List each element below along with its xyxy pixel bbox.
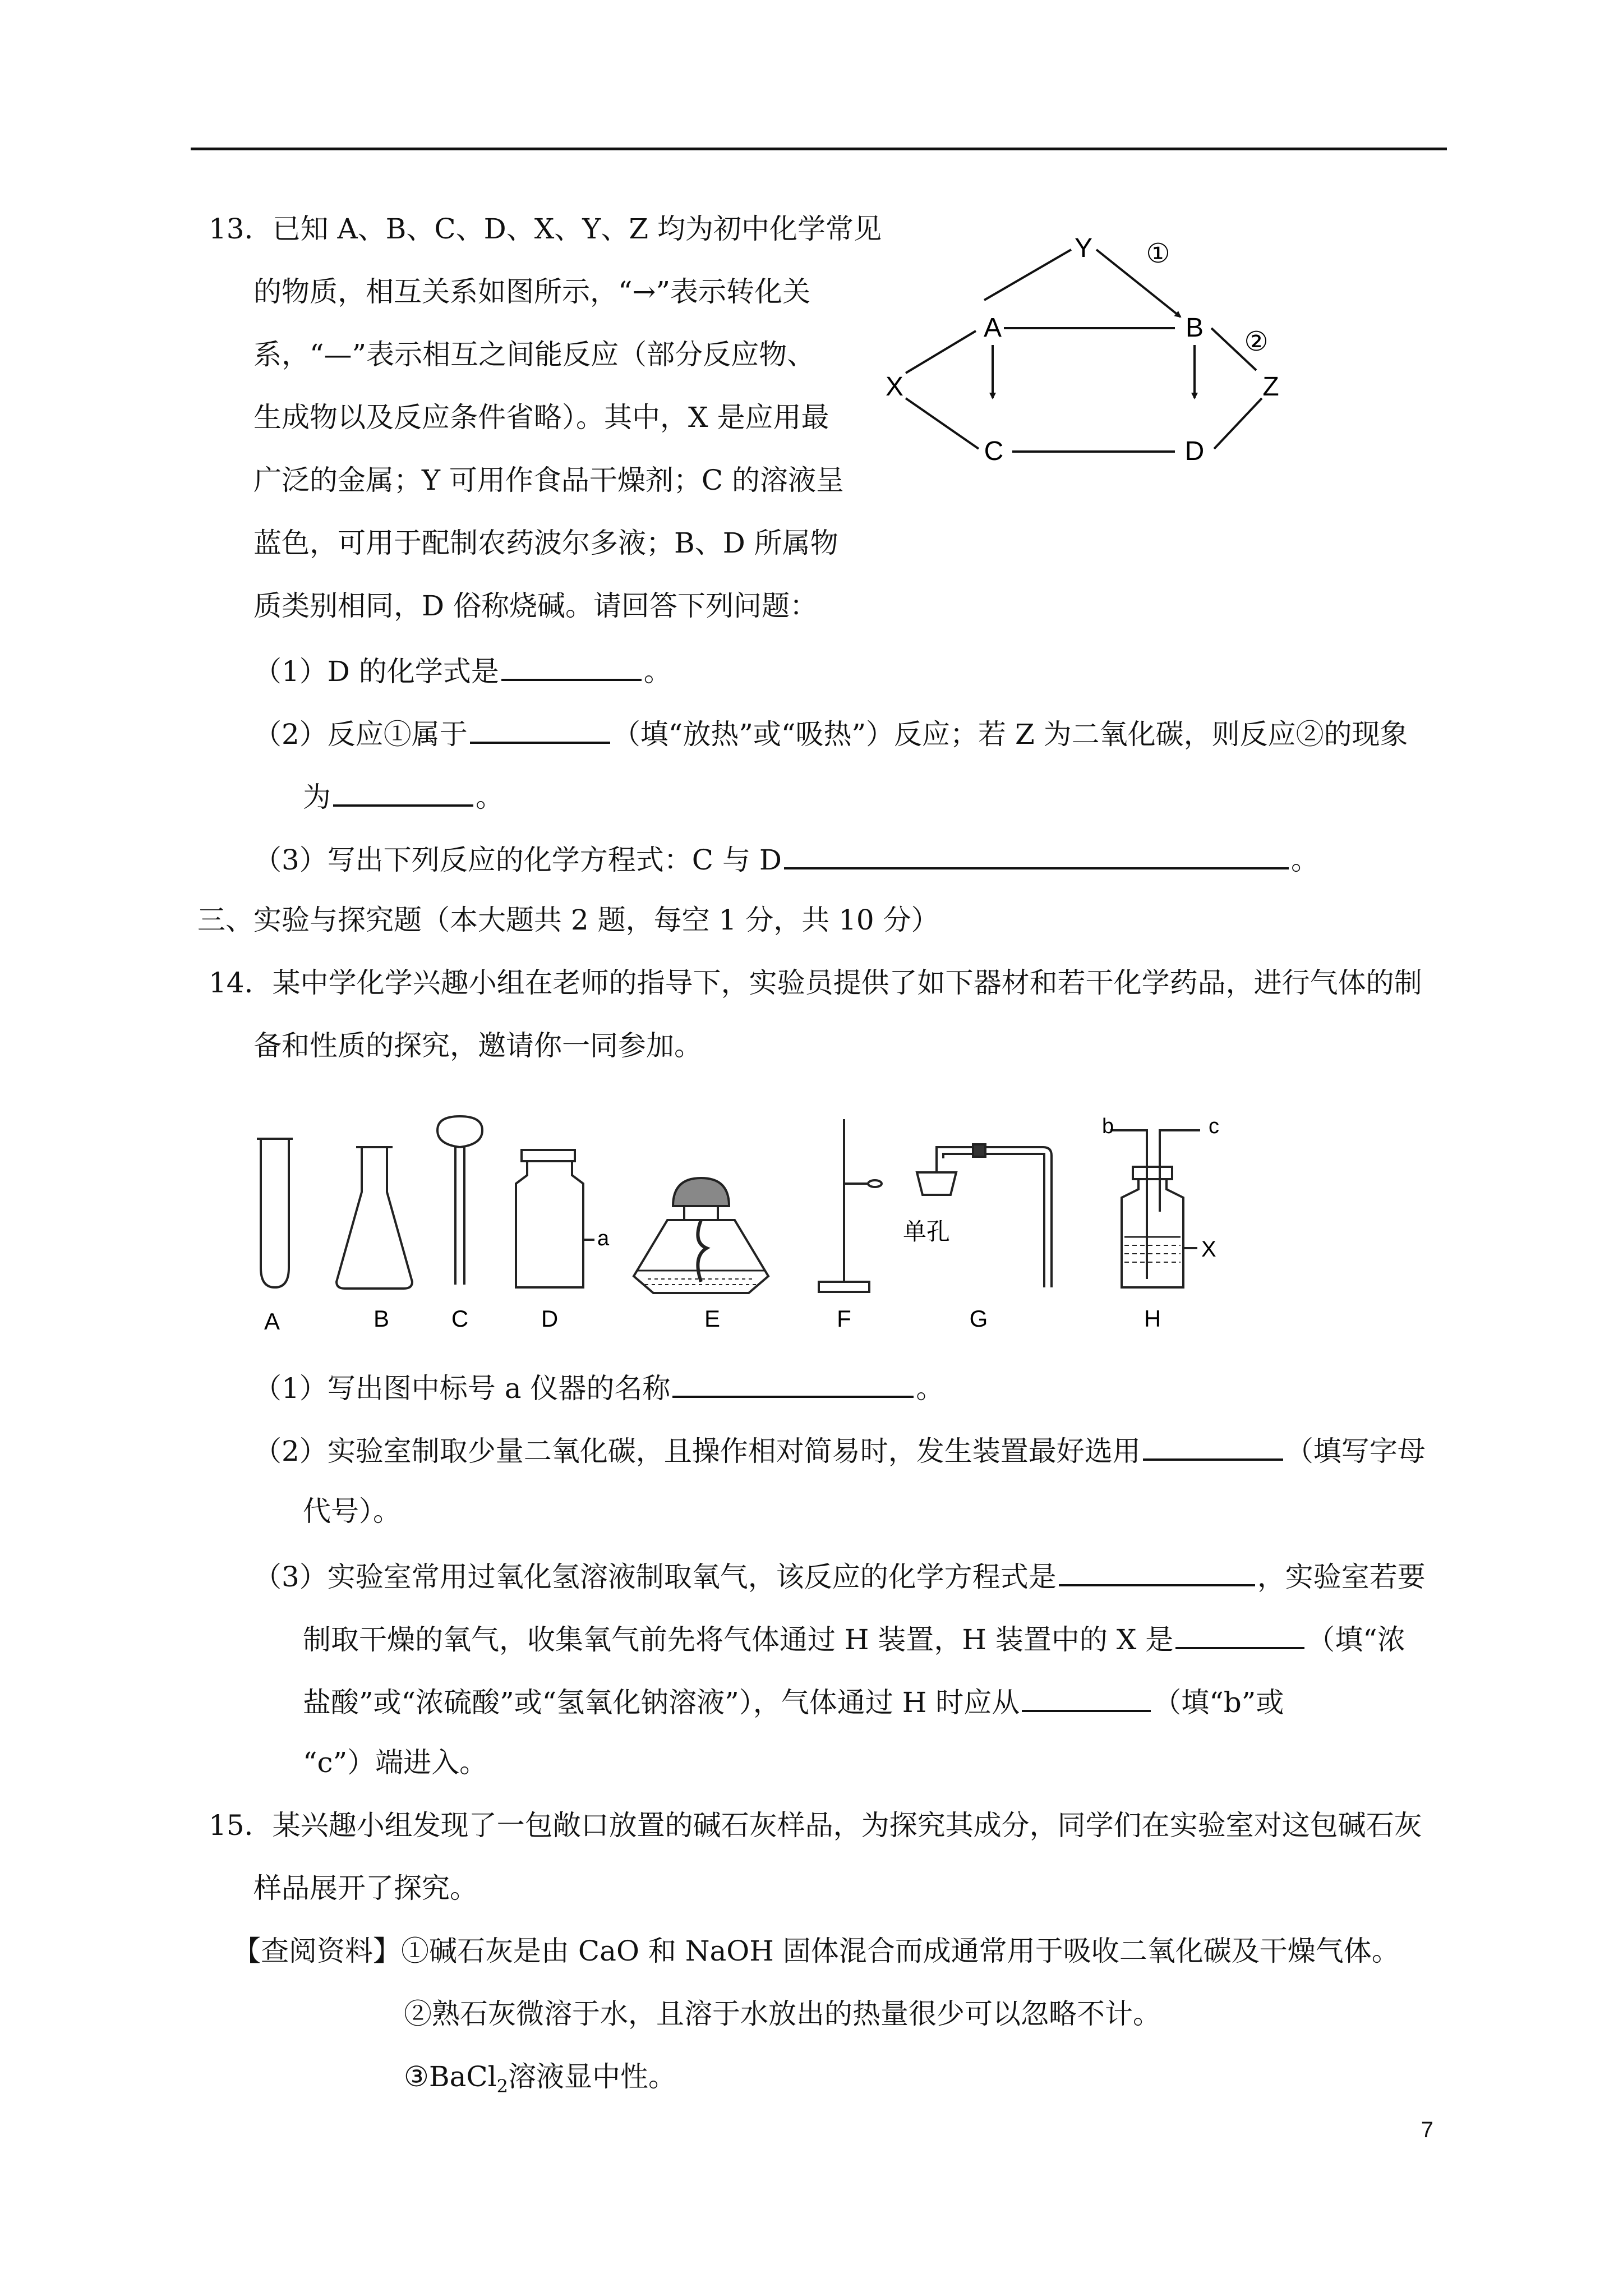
- q13-relation-diagram: [869, 224, 1295, 482]
- apparatus-label-f: F: [837, 1305, 851, 1332]
- page-number: 7: [1421, 2118, 1433, 2142]
- q13-sub2-end: 。: [476, 781, 504, 813]
- q13-sub2-blank-1[interactable]: [470, 715, 610, 744]
- q13-line-1: 13．已知 A、B、C、D、X、Y、Z 均为初中化学常见: [209, 213, 882, 245]
- q13-sub2-cont-text: 为: [303, 781, 331, 813]
- label-h-c: c: [1209, 1115, 1219, 1138]
- q14-sub3-end-3: （填“b”或: [1153, 1686, 1284, 1719]
- q13-sub1-text: （1）D 的化学式是: [253, 655, 499, 688]
- q15-info-1: [233, 1934, 1400, 1968]
- q14-sub3-line2: [303, 1620, 1405, 1657]
- q13-line-5: 广泛的金属；Y 可用作食品干燥剂；C 的溶液呈: [253, 464, 845, 496]
- q15-info-2: ②熟石灰微溶于水，且溶于水放出的热量很少可以忽略不计。: [404, 1998, 1161, 2030]
- edge-d-z: [1214, 398, 1262, 449]
- q14-sub3-text-3: 盐酸”或“浓硫酸”或“氢氧化钠溶液”），气体通过 H 时应从: [303, 1686, 1020, 1719]
- apparatus-label-h: H: [1144, 1305, 1161, 1332]
- edge-x-c: [906, 398, 979, 449]
- q14-sub3-end-1: ，实验室若要: [1257, 1561, 1426, 1593]
- node-c: C: [984, 436, 1004, 466]
- q13-sub2-cont: [303, 777, 504, 814]
- q14-sub2-blank[interactable]: [1143, 1432, 1283, 1461]
- funnel-c: [437, 1116, 482, 1285]
- label-h-b: b: [1102, 1115, 1114, 1138]
- q14-sub1-text: （1）写出图中标号 a 仪器的名称: [253, 1372, 671, 1405]
- q14-sub3-line1: [253, 1557, 1426, 1594]
- reaction-1-mark: ①: [1146, 239, 1170, 269]
- node-a: A: [983, 313, 1002, 343]
- node-y: Y: [1074, 233, 1093, 263]
- q13-line-3: 系，“—”表示相互之间能反应（部分反应物、: [253, 338, 815, 371]
- stopper-tube-g: [917, 1144, 1052, 1287]
- q14-sub3-blank-2[interactable]: [1175, 1620, 1304, 1649]
- q13-sub2-text: （2）反应①属于: [253, 718, 468, 751]
- q14-sub1-end: 。: [916, 1372, 944, 1405]
- q14-sub2-text: （2）实验室制取少量二氧化碳，且操作相对简易时，发生装置最好选用: [253, 1435, 1141, 1467]
- q14-sub3-end-2: （填“浓: [1307, 1623, 1405, 1656]
- q14-sub2-cont: 代号）。: [303, 1495, 401, 1527]
- label-a-pointer: a: [597, 1227, 610, 1250]
- q14-sub3-line4: “c”）端进入。: [303, 1746, 488, 1779]
- node-b: B: [1185, 313, 1204, 343]
- q13-line-6: 蓝色，可用于配制农药波尔多液；B、D 所属物: [253, 527, 838, 559]
- apparatus-label-a: A: [264, 1308, 280, 1335]
- test-tube-a: [257, 1139, 293, 1287]
- q13-line-4: 生成物以及反应条件省略）。其中，X 是应用最: [253, 401, 829, 434]
- q14-sub3-line3: [303, 1683, 1284, 1719]
- alcohol-lamp-e: [634, 1178, 768, 1293]
- q13-sub2: [253, 715, 1408, 751]
- q13-sub3-blank[interactable]: [784, 840, 1289, 869]
- edge-a-y: [984, 250, 1071, 300]
- apparatus-label-d: D: [541, 1305, 559, 1332]
- q14-sub3-blank-1[interactable]: [1059, 1557, 1255, 1586]
- q13-sub2-blank-2[interactable]: [333, 777, 473, 807]
- q13-line-7: 质类别相同，D 俗称烧碱。请回答下列问题：: [253, 590, 818, 622]
- q13-sub1: [253, 652, 672, 688]
- q13-sub3-text: （3）写出下列反应的化学方程式：C 与 D: [253, 844, 782, 876]
- q15-info-3-subscript: 2: [496, 2076, 508, 2097]
- q15-info-1-text: ①碱石灰是由 CaO 和 NaOH 固体混合而成通常用于吸收二氧化碳及干燥气体。: [401, 1935, 1400, 1967]
- label-h-x: X: [1201, 1237, 1216, 1262]
- q13-sub3: [253, 840, 1319, 877]
- apparatus-label-c: C: [451, 1305, 469, 1332]
- q15-info-3-text: 溶液显中性。: [508, 2060, 676, 2093]
- q14-sub2: [253, 1432, 1426, 1468]
- q15-info-3: [404, 2060, 676, 2103]
- node-x: X: [885, 372, 904, 402]
- q13-sub1-blank[interactable]: [501, 652, 642, 681]
- q13-line-2: 的物质，相互关系如图所示，“→”表示转化关: [253, 275, 811, 308]
- q14-sub3-text-2: 制取干燥的氧气，收集氧气前先将气体通过 H 装置，H 装置中的 X 是: [303, 1623, 1174, 1656]
- section-3-heading: 三、实验与探究题（本大题共 2 题，每空 1 分，共 10 分）: [197, 904, 939, 936]
- gas-bottle-d: [516, 1150, 594, 1287]
- apparatus-figure: [236, 1114, 1245, 1355]
- q15-line-1: 15．某兴趣小组发现了一包敞口放置的碱石灰样品，为探究其成分，同学们在实验室对这包碱石灰: [209, 1809, 1422, 1842]
- q13-sub3-end: 。: [1290, 844, 1319, 876]
- apparatus-label-e: E: [704, 1305, 721, 1332]
- label-single-hole: 单孔: [903, 1218, 951, 1245]
- q14-sub3-blank-3[interactable]: [1022, 1683, 1151, 1712]
- reaction-2-mark: ②: [1244, 327, 1269, 357]
- iron-stand-f: [819, 1119, 882, 1292]
- q13-sub1-end: 。: [643, 655, 672, 688]
- q15-info-heading: 【查阅资料】: [233, 1935, 401, 1967]
- q14-sub2-end: （填写字母: [1285, 1435, 1426, 1467]
- node-d: D: [1184, 436, 1205, 466]
- wash-bottle-h: [1110, 1130, 1200, 1287]
- q13-sub2-mid: （填“放热”或“吸热”）反应；若 Z 为二氧化碳，则反应②的现象: [612, 718, 1408, 751]
- q14-sub1: [253, 1369, 944, 1405]
- q14-sub3-text-1: （3）实验室常用过氧化氢溶液制取氧气，该反应的化学方程式是: [253, 1561, 1057, 1593]
- q14-line-1: 14．某中学化学兴趣小组在老师的指导下，实验员提供了如下器材和若干化学药品，进行气体的制: [209, 967, 1422, 999]
- q15-info-3-formula: ③BaCl: [404, 2060, 497, 2093]
- apparatus-label-g: G: [969, 1305, 988, 1332]
- q15-line-2: 样品展开了探究。: [253, 1872, 478, 1904]
- edge-x-a: [906, 331, 976, 373]
- q14-sub1-blank[interactable]: [672, 1369, 914, 1398]
- header-rule: [191, 148, 1447, 150]
- q14-line-2: 备和性质的探究，邀请你一同参加。: [253, 1029, 702, 1062]
- apparatus-label-b: B: [373, 1305, 390, 1332]
- node-z: Z: [1262, 372, 1279, 402]
- conical-flask-b: [336, 1147, 412, 1289]
